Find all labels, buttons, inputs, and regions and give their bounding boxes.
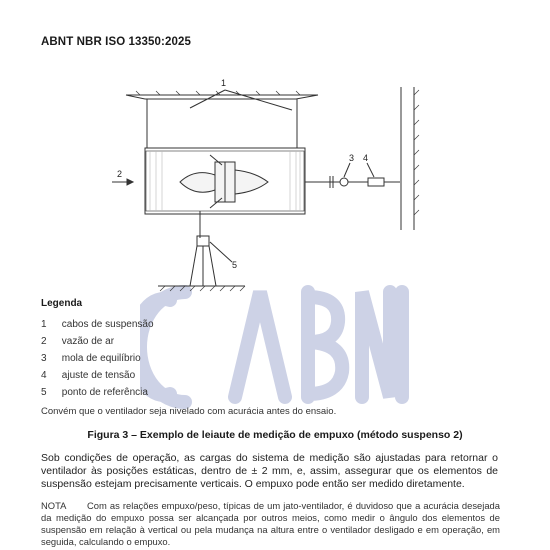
callout-1: 1 (221, 78, 227, 88)
legend-item (41, 319, 154, 330)
legend-item (41, 336, 114, 347)
callout-5: 5 (232, 260, 238, 270)
abnt-watermark (140, 282, 420, 412)
legend-label: ponto de referência (61, 387, 148, 398)
legend-label: cabos de suspensão (61, 319, 154, 330)
legend-item (41, 387, 148, 398)
body-paragraph: Sob condições de operação, as cargas do sistema de medição são ajustadas para retornar o ventilador às posições estáticas, dentro de ± 2 mm, e, assim, assegurar que os elementos de suspensão estejam precisamente verticais. O empuxo pode então ser medido diretamente. (41, 452, 498, 490)
nota-block (41, 500, 500, 548)
legend-item (41, 353, 141, 364)
callout-4: 4 (363, 153, 369, 163)
nota-text: Com as relações empuxo/peso, típicas de um jato-ventilador, é duvidoso que a acurácia desejada da medição do empuxo possa ser alcançada por outros meios, como medir o ângulo dos elementos de suspensão em relação à vertical ou pela mudança na altura entre o ventilador desligado e em operação, em seguida, calculando o empuxo. (41, 500, 500, 547)
legend-note: Convém que o ventilador seja nivelado com acurácia antes do ensaio. (41, 406, 337, 417)
document-header: ABNT NBR ISO 13350:2025 (41, 36, 191, 48)
figure-caption: Figura 3 – Exemplo de leiaute de medição de empuxo (método suspenso 2) (87, 429, 463, 441)
legend-item (41, 370, 135, 381)
legend-number: 5 (41, 387, 47, 398)
legend-number: 4 (41, 370, 47, 381)
legend-label: ajuste de tensão (61, 370, 136, 381)
legend-label: mola de equilíbrio (61, 353, 141, 364)
callout-3: 3 (349, 153, 355, 163)
legend-number: 3 (41, 353, 47, 364)
legend-title: Legenda (41, 298, 83, 309)
legend-number: 1 (41, 319, 47, 330)
callout-2: 2 (117, 169, 123, 179)
legend-label: vazão de ar (61, 336, 115, 347)
nota-label: NOTA (41, 500, 67, 511)
legend-number: 2 (41, 336, 47, 347)
